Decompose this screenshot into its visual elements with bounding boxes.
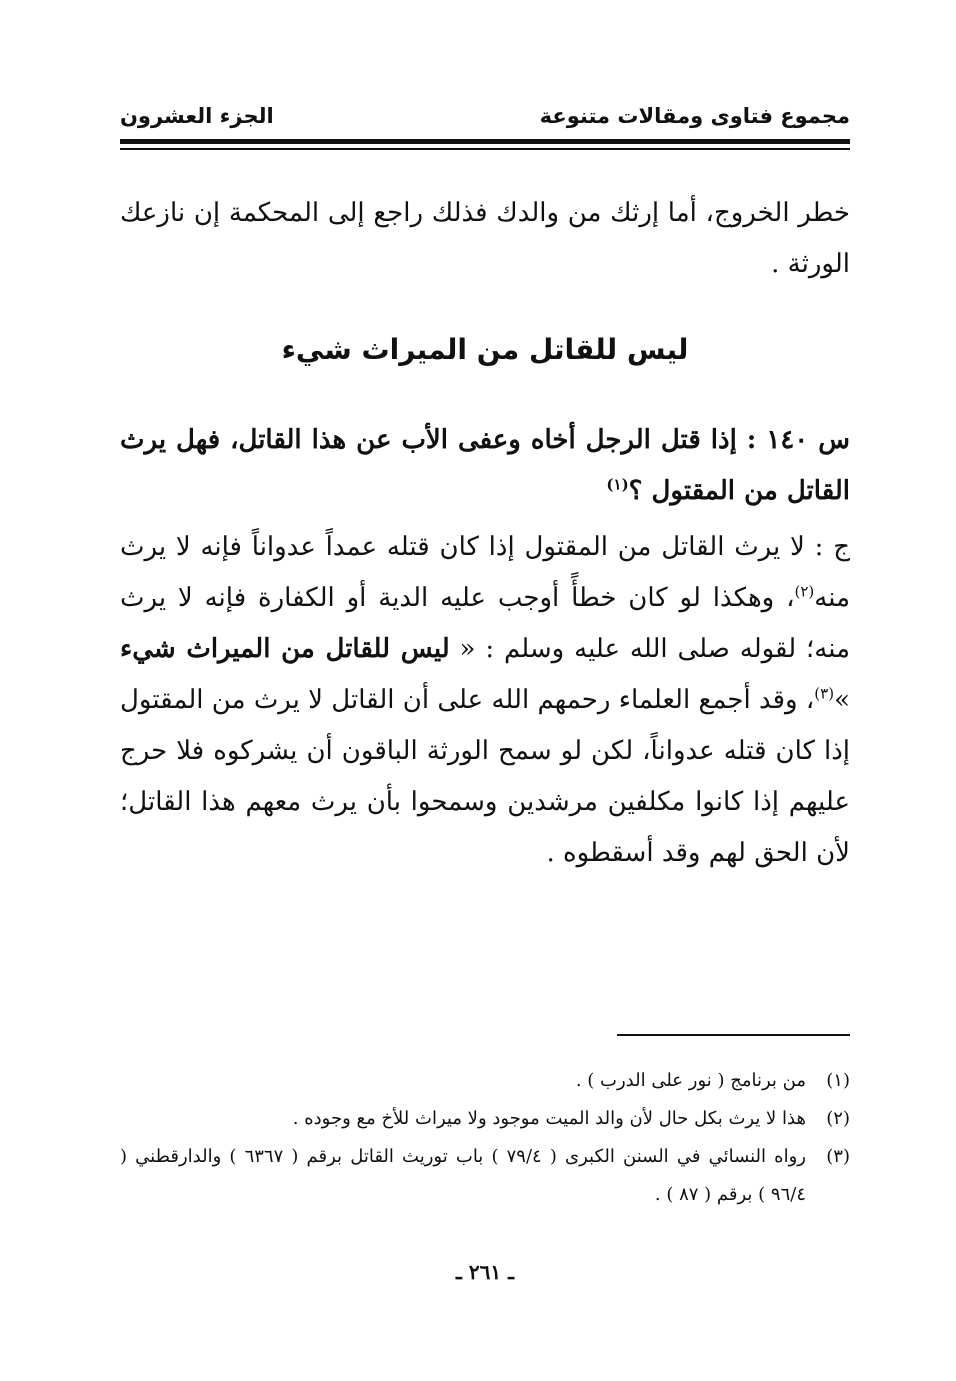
intro-text: خطر الخروج، أما إرثك من والدك فذلك راجع إلى المحكمة إن نازعك الورثة . <box>120 198 850 279</box>
answer-text-block <box>120 522 850 879</box>
footnote-text: رواه النسائي في السنن الكبرى ( ٧٩/٤ ) باب توريث القاتل برقم ( ٦٣٦٧ ) والدارقطني ( ٩٦/٤ ) برقم ( ٨٧ ) . <box>120 1146 806 1205</box>
footnote-mark-2: (٢) <box>794 582 815 601</box>
answer-paragraph <box>120 522 850 879</box>
footnote-2 <box>120 1100 850 1138</box>
intro-paragraph <box>120 188 850 290</box>
footnote-separator <box>617 1034 850 1036</box>
question-text: س ١٤٠ : إذا قتل الرجل أخاه وعفى الأب عن هذا القاتل، فهل يرث القاتل من المقتول ؟ <box>120 425 850 506</box>
answer-part-1: ج : لا يرث القاتل من المقتول إذا كان قتله عمداً عدواناً فإنه لا يرث منه <box>120 532 850 613</box>
running-header <box>120 96 850 136</box>
footnote-mark-3: (٣) <box>814 684 835 703</box>
footnote-number: (٣) <box>826 1146 850 1167</box>
page-number: ـ ٢٦١ ـ <box>456 1260 514 1284</box>
book-title: مجموع فتاوى ومقالات متنوعة <box>539 104 850 128</box>
answer-part-4: ، وقد أجمع العلماء رحمهم الله على أن القاتل لا يرث من المقتول إذا كان قتله عدواناً، لكن لو سمح الورثة الباقون أن يشركوه فلا حرج عليهم إذا كانوا مكلفين مرشدين وسمحوا بأن يرث معهم هذا القاتل؛ لأن الحق لهم وقد أسقطوه . <box>120 685 850 868</box>
footnote-1 <box>120 1062 850 1100</box>
section-title: ليس للقاتل من الميراث شيء <box>281 333 689 366</box>
footnote-number: (١) <box>826 1070 850 1091</box>
answer-part-2: ، وهكذا لو كان خطأً أوجب عليه الدية أو الكفارة فإنه لا يرث منه؛ لقوله صلى الله عليه وسلم : « <box>120 583 850 664</box>
question-text-block <box>120 415 850 517</box>
footnote-3 <box>120 1138 850 1214</box>
volume-label: الجزء العشرون <box>120 104 274 128</box>
footnote-number: (٢) <box>826 1108 850 1129</box>
hadith-quote: ليس للقاتل من الميراث شيء <box>120 634 450 664</box>
footnote-mark-1: (١) <box>606 475 629 494</box>
question-paragraph <box>120 415 850 517</box>
footnotes <box>120 1062 850 1214</box>
answer-part-3: » <box>834 685 850 715</box>
header-rule-thin <box>120 148 850 150</box>
footnote-text: هذا لا يرث بكل حال لأن والد الميت موجود ولا ميراث للأخ مع وجوده . <box>292 1108 806 1129</box>
footnote-text: من برنامج ( نور على الدرب ) . <box>575 1070 806 1091</box>
header-rule-thick <box>120 139 850 144</box>
